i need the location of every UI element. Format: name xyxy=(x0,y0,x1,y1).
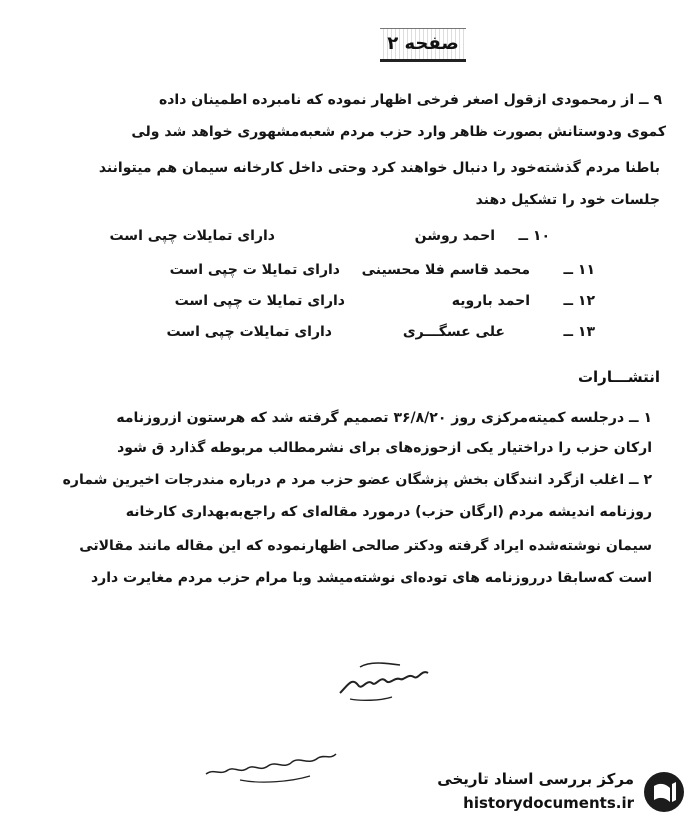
announcement-line: ۱ ــ درجلسه کمیته‌مرکزی روز ۳۶/۸/۲۰ تصمیم گرفته شد که هرستون ازروزنامه xyxy=(116,410,652,426)
watermark-title: مرکز بررسی اسناد تاریخی xyxy=(437,770,634,788)
member-number: ۱۰ ــ xyxy=(518,228,550,244)
member-status: دارای تمایلات چپی است xyxy=(166,324,332,340)
watermark xyxy=(415,766,690,821)
paragraph-line: ۹ ــ از رمحمودی ازقول اصغر فرخی اظهار نموده که نامبرده اطمینان داده xyxy=(158,92,662,108)
paragraph-line: جلسات خود را تشکیل دهند xyxy=(475,192,660,208)
announcement-line: است که‌سابقا درروزنامه های توده‌ای نوشته‌میشد وبا مرام حزب مردم مغایرت دارد xyxy=(90,570,652,586)
member-name: محمد قاسم فلا محسینی xyxy=(361,262,530,278)
member-name: احمد بارویه xyxy=(451,293,530,309)
announcement-line: روزنامه اندیشه مردم (ارگان حزب) درمورد مقاله‌ای که راجع‌به‌بهداری کارخانه xyxy=(125,504,652,520)
announcements-heading: انتشـــارات xyxy=(577,368,660,386)
member-status: دارای تمایلا ت چپی است xyxy=(174,293,345,309)
archive-logo-icon xyxy=(642,770,686,814)
member-number: ۱۱ ــ xyxy=(563,262,595,278)
member-name: علی عسگـــری xyxy=(402,324,505,340)
member-status: دارای تمایلا ت چپی است xyxy=(169,262,340,278)
member-number: ۱۲ ــ xyxy=(563,293,595,309)
paragraph-line: کموی ودوستانش بصورت ظاهر وارد حزب مردم شعبه‌مشهوری خواهد شد ولی xyxy=(131,124,666,140)
announcement-line: ۲ ــ اغلب ازگرد انندگان بخش پزشگان عضو حزب مرد م درباره مندرجات اخیرین شماره xyxy=(62,472,652,488)
announcement-line: ارکان حزب را دراختیار یکی ازحوزه‌های برای نشرمطالب مربوطه گذارد ق شود xyxy=(117,440,652,456)
member-number: ۱۳ ــ xyxy=(563,324,595,340)
member-status: دارای تمایلات چپی است xyxy=(109,228,275,244)
paragraph-line: باطنا مردم گذشته‌خود را دنبال خواهند کرد وحتی داخل کارخانه سیمان هم میتوانند xyxy=(98,160,660,176)
handwritten-signature xyxy=(330,655,440,705)
handwritten-note xyxy=(200,740,340,790)
announcement-line: سیمان نوشته‌شده ایراد گرفته ودکتر صالحی اظهارنموده که این مقاله مانند مقالاتی xyxy=(79,538,652,554)
page-number-label: صفحه ۲ xyxy=(380,28,466,62)
watermark-url: historydocuments.ir xyxy=(463,794,634,812)
member-name: احمد روشن xyxy=(414,228,495,244)
